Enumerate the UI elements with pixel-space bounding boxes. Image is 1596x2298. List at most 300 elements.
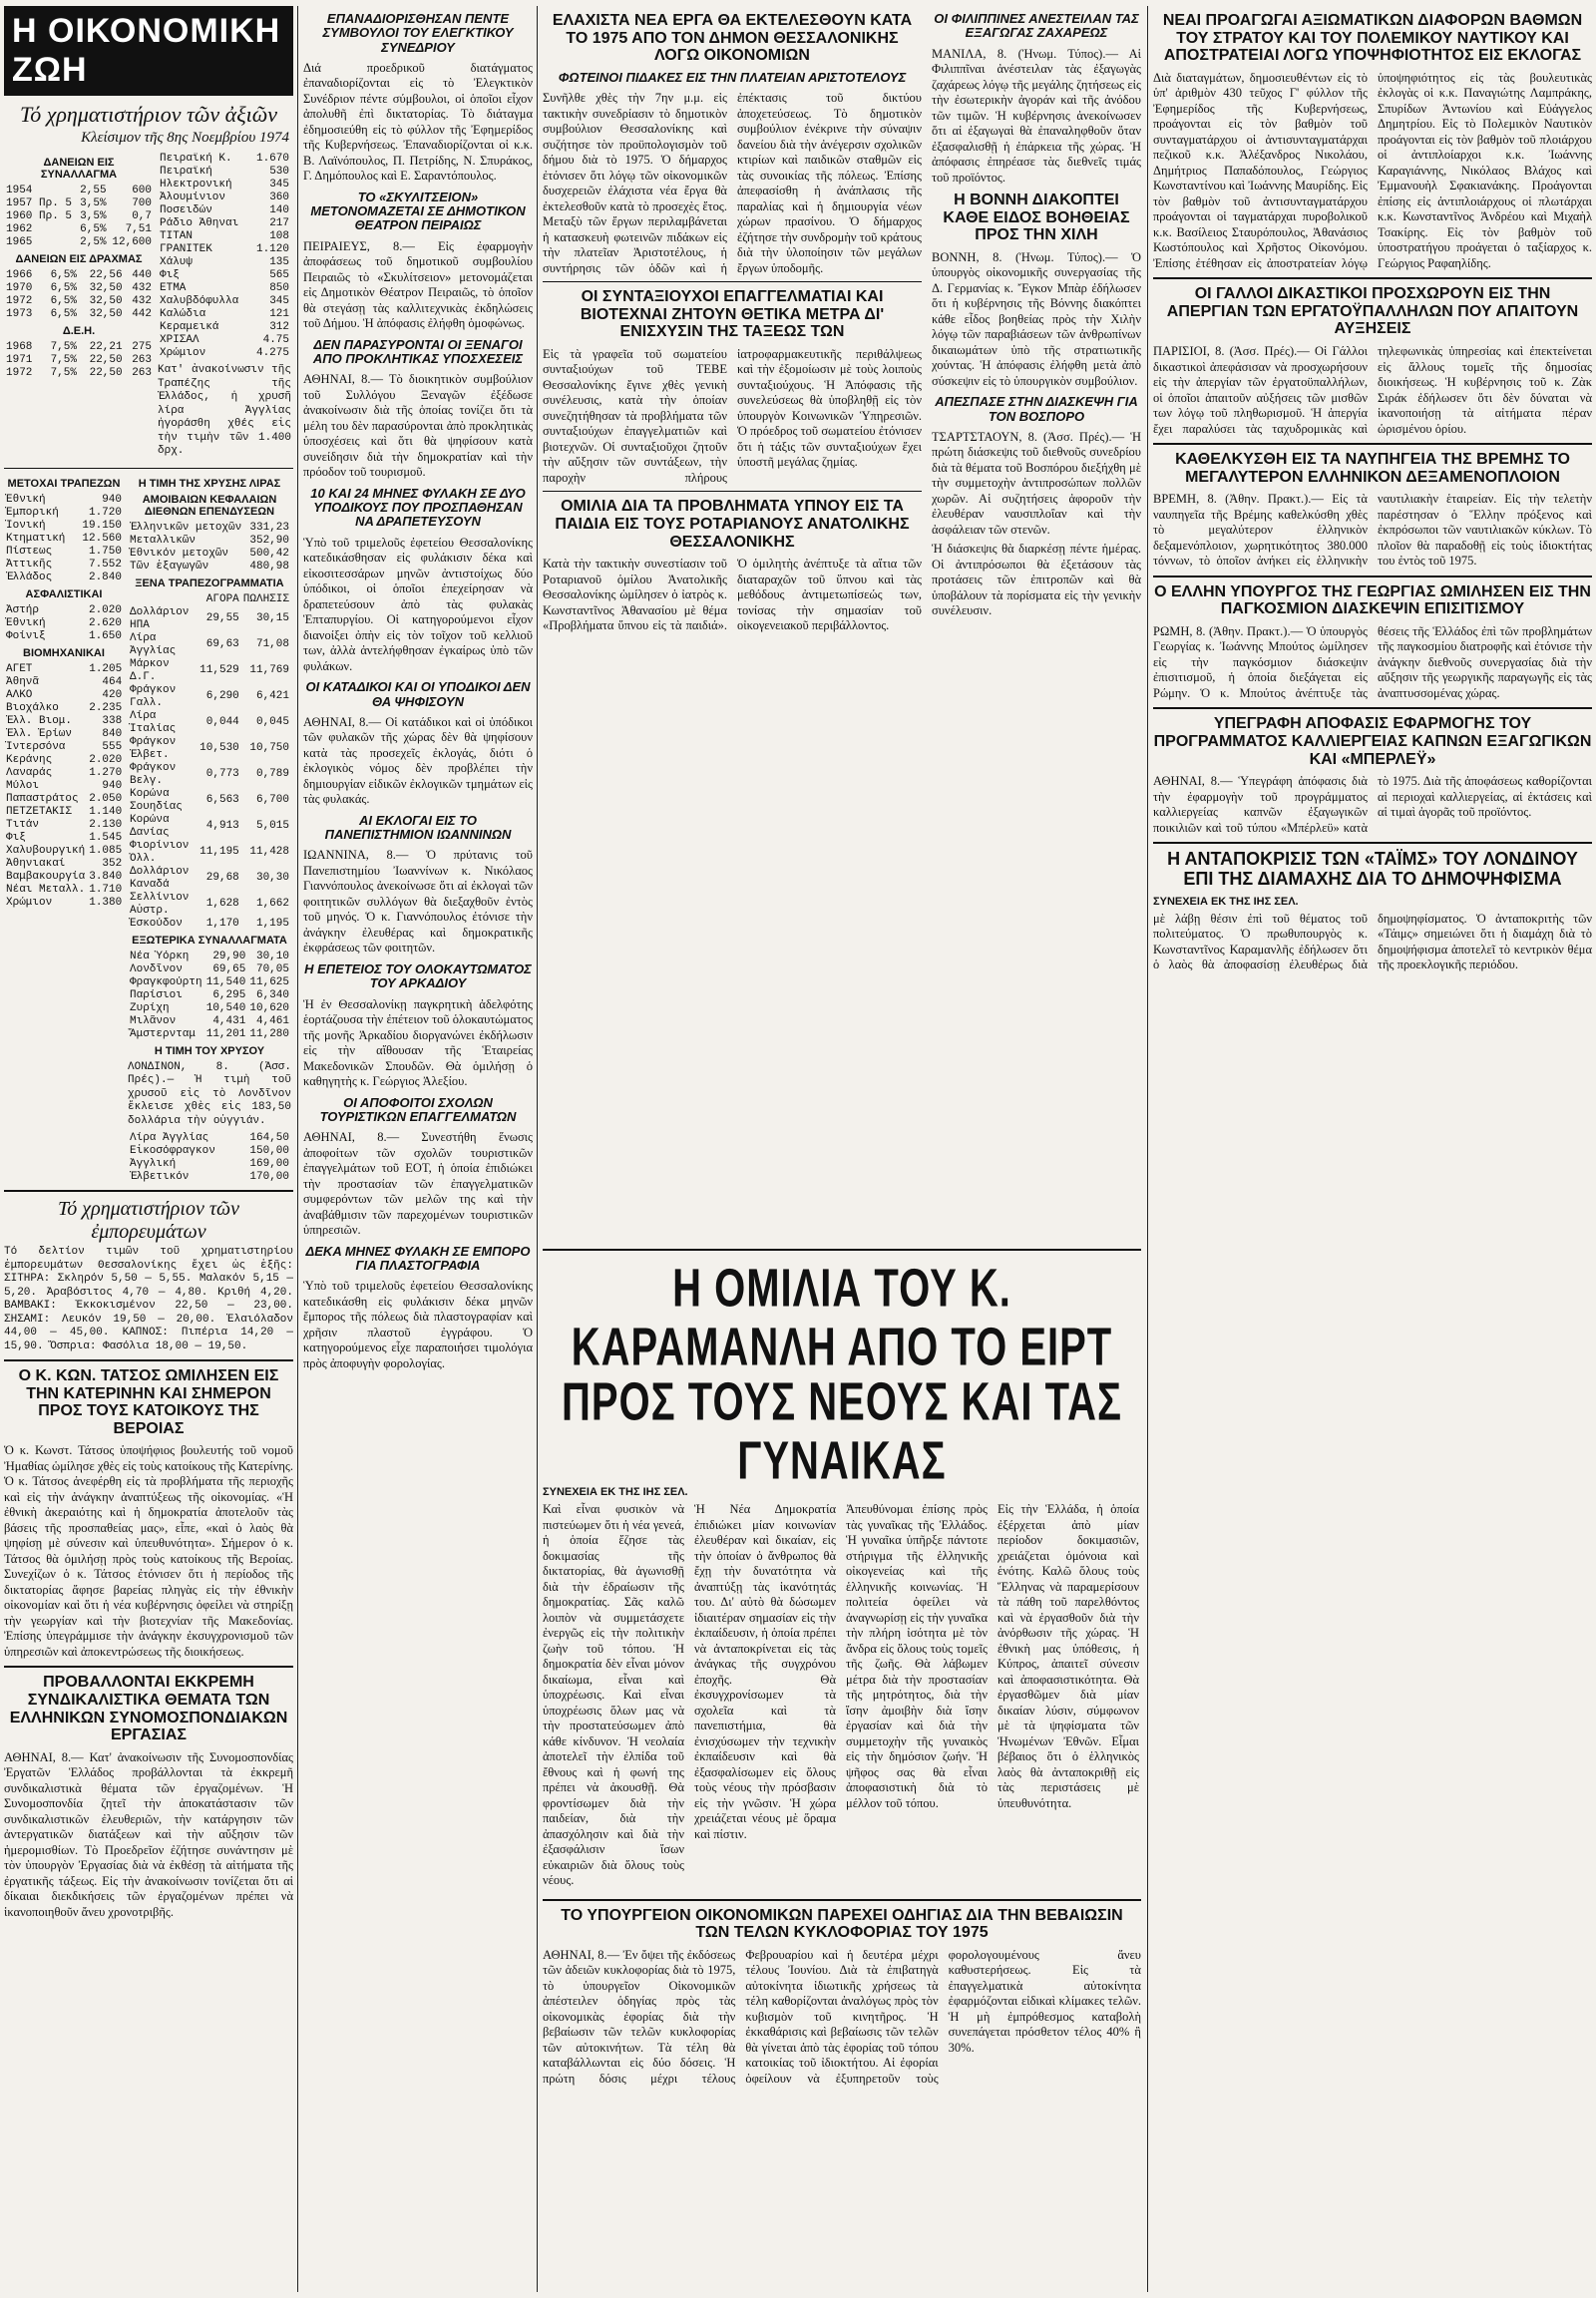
table-cell: 6,5% bbox=[50, 308, 77, 320]
article5-body: ΑΘΗΝΑΙ, 8.— Οἱ κατάδικοι καὶ οἱ ὑπόδικοι τῶν φυλακῶν τῆς χώρας δὲν θὰ ψηφίσουν κατὰ τὰς προσεχεῖς ἐκλογάς, διότι ὁ ἐκλογικὸς νόμος δὲν προβλέπει τὴν δημιουργίαν εἰδικῶν ἐκλογικῶν τμημάτων εἰς τὰς φυλακάς. bbox=[303, 714, 533, 807]
table-cell: 440 bbox=[132, 269, 152, 281]
fx-title: ΞΕΝΑ ΤΡΑΠΕΖΟΓΡΑΜΜΑΤΙΑ bbox=[135, 576, 284, 589]
table-cell: 7,5% bbox=[50, 354, 77, 366]
table-row bbox=[128, 710, 291, 736]
table-cell: 1,170 bbox=[205, 917, 239, 930]
table-row bbox=[128, 535, 291, 548]
philippines-body: ΜΑΝΙΛΑ, 8. (Ἠνωμ. Τύπος).— Αἱ Φιλιππῖναι ἀνέστειλαν τὰς ἐξαγωγὰς ζαχάρεως λόγῳ τῆς μεγάλης ζητήσεως εἰς τὴν ἐσωτερικὴν ἀγοράν καὶ τῆς ἀνόδου τῶν τιμῶν. Ἡ κυβέρνησις ἀνεκοίνωσεν ὅτι αἱ ἐξαγωγαὶ θὰ ἐπαναληφθοῦν ὅταν ἐξασφαλισθῇ ἡ ἐπάρκεια τῆς χώρας. Ἡ ἀπόφασις ἐπηρέασε τὰς διεθνεῖς τιμάς τοῦ προϊόντος. bbox=[932, 46, 1141, 185]
times-body: μὲ λάβῃ θέσιν ἐπὶ τοῦ θέματος τοῦ πολιτεύματος. Ὁ πρωθυπουργὸς κ. Κωνσταντῖνος Καραμανλῆς ἐδήλωσεν ὅτι ὁ λαὸς θὰ ἀποφασίσῃ ἐλευθέρως διὰ δημοψηφίσματος. Ὁ ἀνταποκριτὴς τῶν «Τάιμς» σημειώνει ὅτι ἡ διαμάχη διὰ τὸ δημοψήφισμα ἀποτελεῖ τὸ κεντρικὸν θέμα τῆς προεκλογικῆς περιόδου. bbox=[1153, 911, 1592, 972]
table-cell: Ἐθνική bbox=[6, 616, 46, 629]
karamanlis-col-b: Ἡ Νέα Δημοκρατία ἐπιδιώκει μίαν κοινωνίαν ἐλευθέραν καὶ δικαίαν, εἰς τὴν ὁποίαν ὁ ἄνθρωπος θὰ ἔχῃ τὴν δυνατότητα νὰ ἀναπτύξῃ τὰς ἱκανότητάς του. Δι' αὐτὸ θὰ δώσωμεν ἰδιαιτέραν σημασίαν εἰς τὴν ἐκπαίδευσιν, ἡ ὁποία πρέπει νὰ ἀνταποκρίνεται εἰς τὰς ἀνάγκας τῆς συγχρόνου ἐποχῆς. Θὰ ἐκσυγχρονίσωμεν τὰ σχολεῖα καὶ τὰ πανεπιστήμια, θὰ ἐνισχύσωμεν τὴν τεχνικὴν ἐκπαίδευσιν καὶ θὰ ἐξασφαλίσωμεν εἰς ὅλους τοὺς νέους τὴν πρόσβασιν εἰς τὴν γνῶσιν. Ἡ χώρα χρειάζεται νέους μὲ ὅραμα καὶ πίστιν. bbox=[694, 1502, 836, 1841]
table-cell: ΑΓΕΤ bbox=[6, 662, 33, 675]
table-row bbox=[158, 153, 291, 166]
table-cell: Σελλίνιον Αὐστρ. bbox=[130, 891, 190, 917]
table-row bbox=[128, 814, 291, 840]
table-row bbox=[158, 308, 291, 321]
table-cell: 170,00 bbox=[249, 1171, 289, 1183]
table-row bbox=[128, 1158, 291, 1171]
table-cell: 6,5% bbox=[50, 269, 77, 281]
table-cell: 352,90 bbox=[249, 534, 289, 547]
table-cell: 432 bbox=[132, 282, 152, 294]
table-cell: Ἐμπορική bbox=[6, 506, 59, 519]
table-row bbox=[128, 1002, 291, 1015]
industry-table bbox=[4, 663, 124, 910]
table-cell: 6,5% bbox=[50, 295, 77, 307]
table-cell: 1954 bbox=[6, 185, 33, 196]
table-cell: 22,50 bbox=[89, 354, 123, 366]
table-row bbox=[128, 606, 291, 632]
table-cell: Ἰντερσόνα bbox=[6, 740, 66, 753]
table-cell: 0,7 bbox=[132, 210, 152, 222]
table-cell: Λονδῖνον bbox=[130, 962, 183, 975]
table-cell: Δολλάριον Καναδά bbox=[130, 865, 190, 891]
table-cell: 1.710 bbox=[89, 883, 123, 896]
table-cell: 11,195 bbox=[200, 846, 239, 858]
finance-body: ΑΘΗΝΑΙ, 8.— Ἐν ὄψει τῆς ἐκδόσεως τῶν ἀδειῶν κυκλοφορίας διὰ τὸ 1975, τὸ ὑπουργεῖον Οἰκονομικῶν ἀπέστειλεν ὁδηγίας πρὸς τὰς οἰκονομικὰς ἐφορίας διὰ τὴν βεβαίωσιν τῶν τελῶν κυκλοφορίας τῶν αὐτοκινήτων. Τὰ τέλη θὰ καταβάλλωνται εἰς δύο δόσεις. Ἡ πρώτη δόσις μέχρι τέλους Φεβρουαρίου καὶ ἡ δευτέρα μέχρι τέλους Ἰουνίου. Διὰ τὰ ἐπιβατηγὰ αὐτοκίνητα ἰδιωτικῆς χρήσεως τὰ τέλη καθορίζονται ἀναλόγως πρὸς τὸν κυβισμὸν τοῦ κινητῆρος. Ἡ ἐκκαθάρισις καὶ βεβαίωσις τῶν τελῶν θὰ γίνεται ἀπὸ τὰς ἐφορίας τοῦ τόπου κατοικίας τοῦ ἰδιοκτήτου. Αἱ ἐφορίαι ὀφείλουν νὰ ἐξυπηρετοῦν τοὺς φορολογουμένους ἄνευ καθυστερήσεως. Εἰς τὰ ἐπαγγελματικὰ αὐτοκίνητα ἐφαρμόζονται εἰδικαὶ κλίμακες τελῶν. Ἡ μὴ ἐμπρόθεσμος καταβολὴ συνεπάγεται πρόσθετον τέλος 40% ἢ 30%. bbox=[543, 1947, 1141, 2086]
table-row bbox=[4, 494, 124, 507]
table-cell: 1.205 bbox=[89, 662, 123, 675]
table-cell: 10,620 bbox=[249, 1001, 289, 1014]
table-cell: 420 bbox=[102, 688, 123, 701]
table-row bbox=[158, 282, 291, 295]
table-cell: Ἄμστερνταμ bbox=[130, 1027, 197, 1040]
table-cell: Ἐθνικόν μετοχῶν bbox=[130, 547, 229, 560]
table-cell: 0,773 bbox=[205, 768, 239, 780]
table-row bbox=[128, 658, 291, 684]
table-cell: 22,50 bbox=[89, 367, 123, 379]
table-cell: 360 bbox=[269, 192, 289, 203]
table-cell: 4,913 bbox=[205, 820, 239, 832]
table-cell: 1.720 bbox=[88, 506, 122, 519]
table-cell: 22,21 bbox=[89, 341, 123, 353]
article2-headline: ΤΟ «ΣΚΥΛΙΤΣΕΙΟΝ» ΜΕΤΟΝΟΜΑΖΕΤΑΙ ΣΕ ΔΗΜΟΤΙΚΟΝ ΘΕΑΤΡΟΝ ΠΕΙΡΑΙΩΣ bbox=[310, 189, 526, 233]
karamanlis-col-c: Ἀπευθύνομαι ἐπίσης πρὸς τὰς γυναῖκας τῆς Ἑλλάδος. Ἡ γυναῖκα ὑπῆρξε πάντοτε στήριγμα τῆς ἑλληνικῆς οἰκογενείας καὶ τῆς ἑλληνικῆς κοινωνίας. Ἡ πολιτεία ὀφείλει νὰ ἀναγνωρίσῃ εἰς τὴν γυναῖκα τὴν πλήρη ἰσότητα μὲ τὸν ἄνδρα εἰς ὅλους τοὺς τομεῖς τῆς ζωῆς. Θὰ λάβωμεν μέτρα διὰ τὴν προστασίαν τῆς μητρότητος, διὰ τὴν ἴσην ἀμοιβὴν διὰ ἴσην ἐργασίαν καὶ διὰ τὴν συμμετοχὴν τῆς γυναικὸς εἰς τὴν δημόσιον ζωήν. Ἡ ψῆφος σας θὰ εἶναι ἀποφασιστικὴ διὰ τὸ μέλλον τοῦ τόπου. bbox=[846, 1502, 988, 1810]
table-row bbox=[128, 866, 291, 892]
table-row bbox=[4, 728, 124, 741]
rotary-headline: ΟΜΙΛΙΑ ΔΙΑ ΤΑ ΠΡΟΒΛΗΜΑΤΑ ΥΠΝΟΥ ΕΙΣ ΤΑ ΠΑΙΔΙΑ ΕΙΣ ΤΟΥΣ ΡΟΤΑΡΙΑΝΟΥΣ ΑΝΑΤΟΛΙΚΗΣ ΘΕΣΣΑΛΟΝΙΚΗΣ bbox=[555, 498, 910, 551]
table-cell: Λαναράς bbox=[6, 766, 53, 779]
table-row bbox=[4, 282, 154, 295]
table-row bbox=[4, 767, 124, 780]
table-row bbox=[128, 788, 291, 814]
agriculture-headline: Ο ΕΛΛΗΝ ΥΠΟΥΡΓΟΣ ΤΗΣ ΓΕΩΡΓΙΑΣ ΩΜΙΛΗΣΕΝ ΕΙΣ ΤΗΝ ΠΑΓΚΟΣΜΙΟΝ ΔΙΑΣΚΕΨΙΝ ΕΠΙΣΙΤΙΣΜΟΥ bbox=[1154, 582, 1591, 618]
funds-title: ΑΜΟΙΒΑΙΩΝ ΚΕΦΑΛΑΙΩΝ ΔΙΕΘΝΩΝ ΕΠΕΝΔΥΣΕΩΝ bbox=[142, 493, 277, 518]
table-cell: Βιοχάλκο bbox=[6, 701, 59, 714]
table-cell: Μύλοι bbox=[6, 779, 40, 792]
table-cell: 140 bbox=[269, 204, 289, 216]
table-cell: Ἀγγλική bbox=[130, 1158, 177, 1170]
table-row bbox=[4, 702, 124, 715]
table-cell: Κορώνα Σουηδίας bbox=[130, 787, 183, 813]
drachma-table bbox=[4, 269, 154, 321]
insurance-title: ΑΣΦΑΛΙΣΤΙΚΑΙ bbox=[25, 587, 103, 600]
table-row bbox=[4, 715, 124, 728]
table-cell: 1.120 bbox=[255, 243, 289, 255]
market-left bbox=[4, 153, 154, 463]
mps-body: Ἡ διάσκεψις θὰ διαρκέσῃ πέντε ἡμέρας. Οἱ ἀντιπρόσωποι θὰ ἐξετάσουν τὰς προτάσεις τῶν ἐπιτροπῶν καὶ θὰ ὑποβάλουν τὰ πορίσματα εἰς τὴν γενικὴν συνέλευσιν. bbox=[932, 542, 1141, 618]
table-cell: 1965 bbox=[6, 236, 33, 248]
table-row bbox=[4, 520, 124, 533]
currency-column bbox=[128, 474, 291, 1185]
table-cell: 352 bbox=[102, 857, 123, 870]
table-row bbox=[158, 166, 291, 179]
table-row bbox=[128, 840, 291, 866]
table-cell: Ἀλουμίνιον bbox=[160, 192, 226, 203]
table-row bbox=[158, 204, 291, 217]
table-cell: 840 bbox=[102, 727, 123, 740]
table-row bbox=[128, 918, 291, 931]
table-cell: 312 bbox=[269, 321, 289, 333]
local-news-block bbox=[543, 6, 1141, 1233]
commodities-title: Τό χρηματιστήριον τῶν ἐμπορευμάτων bbox=[57, 1198, 239, 1243]
professionals-body: Εἰς τὰ γραφεῖα τοῦ σωματείου συνταξιούχων τοῦ ΤΕΒΕ Θεσσαλονίκης ἔγινε χθὲς γενικὴ συνέλευσις, κατὰ τὴν ὁποίαν συνεζητήθησαν τὰ προβλήματα τῶν συνταξιούχων ἐπαγγελματιῶν καὶ βιοτεχνῶν. Οἱ συνταξιοῦχοι ζητοῦν τὴν αὔξησιν τῶν συντάξεων, τὴν παροχὴν πλήρους ἰατροφαρμακευτικῆς περιθάλψεως καὶ τὴν ἐξομοίωσιν μὲ τοὺς λοιποὺς συνταξιούχους. Ἡ Ἀπόφασις τῆς συνελεύσεως θὰ ὑποβληθῇ εἰς τὸν ὑπουργὸν Κοινωνικῶν Ὑπηρεσιῶν. Ὁ πρόεδρος τοῦ σωματείου ἐτόνισεν ὅτι ἡ τάξις τῶν συνταξιούχων ἔχει ὑποστῆ μεγάλας ζημίας. bbox=[543, 346, 922, 485]
karamanlis-col-a: Καὶ εἶναι φυσικὸν νὰ πιστεύωμεν ὅτι ἡ νέα γενεά, ἡ ὁποία ἔζησε τὰς δοκιμασίας τῆς δικτατορίας, θὰ ἀγωνισθῇ διὰ τὴν ἐδραίωσιν τῆς δημοκρατίας. Σᾶς καλῶ λοιπὸν νὰ συμμετάσχετε ἐνεργῶς εἰς τὴν πολιτικὴν ζωὴν τοῦ τόπου. Ἡ δημοκρατία δὲν εἶναι μόνον δικαίωμα, εἶναι καὶ ὑποχρέωσις. Καὶ εἶναι ὑποχρέωσις ὅλων μας νὰ τὴν προστατεύσωμεν ἀπὸ κάθε κίνδυνον. Ἡ νεολαία ἀποτελεῖ τὴν ἐλπίδα τοῦ ἔθνους καὶ ἡ φωνή της πρέπει νὰ ἀκουσθῇ. Θὰ φροντίσωμεν διὰ τὴν παιδείαν, διὰ τὴν ἀπασχόλησιν καὶ διὰ τὴν ἐξασφάλισιν ἴσων εὐκαιριῶν διὰ ὅλους τοὺς νέους. bbox=[543, 1502, 684, 1887]
article8-headline: ΟΙ ΑΠΟΦΟΙΤΟΙ ΣΧΟΛΩΝ ΤΟΥΡΙΣΤΙΚΩΝ ΕΠΑΓΓΕΛΜΑΤΩΝ bbox=[319, 1094, 517, 1124]
table-cell: Φραγκφούρτη bbox=[130, 975, 202, 988]
table-cell: 6,421 bbox=[255, 690, 289, 702]
table-row bbox=[158, 269, 291, 282]
economy-column bbox=[4, 6, 293, 2292]
bonn-body: ΒΟΝΝΗ, 8. (Ἠνωμ. Τύπος).— Ὁ ὑπουργὸς οἰκονομικῆς συνεργασίας τῆς Δ. Γερμανίας κ. Ἔγκον Μπὰρ ἐδήλωσεν ὅτι ἡ κυβέρνησις τῆς Βόννης διακόπτει κάθε εἶδος βοηθείας πρὸς τὴν Χιλὴν λόγῳ τῶν παραβιάσεων τῶν ἀνθρωπίνων δικαιωμάτων ὑπὸ τῆς στρατιωτικῆς χούντας. Ἡ ἀπόφασις ἐλήφθη μετὰ ἀπὸ σύσκεψιν εἰς τὸ ὑπουργικὸν συμβούλιον. bbox=[932, 249, 1141, 388]
loans-table bbox=[4, 185, 154, 249]
article8-body: ΑΘΗΝΑΙ, 8.— Συνεστήθη ἕνωσις ἀποφοίτων τῶν σχολῶν τουριστικῶν ἐπαγγελμάτων τοῦ ΕΟΤ, ἡ ὁποία ἐπιδιώκει τὴν προστασίαν τῶν ἐπαγγελματικῶν συμφερόντων τῶν μελῶν της καὶ τὴν ἀναβάθμισιν τῶν παρεχομένων τουριστικῶν ὑπηρεσιῶν. bbox=[303, 1130, 533, 1238]
ext-table bbox=[128, 951, 291, 1041]
table-row bbox=[4, 295, 154, 308]
table-cell: Χάλυψ bbox=[160, 256, 194, 268]
table-cell: 32,50 bbox=[89, 282, 123, 294]
article6-body: ΙΩΑΝΝΙΝΑ, 8.— Ὁ πρύτανις τοῦ Πανεπιστημίου Ἰωαννίνων κ. Νικόλαος Γιαννόπουλος ἀνεκοίνωσε ὅτι αἱ ἐκλογαὶ τῶν φοιτητικῶν συλλόγων θὰ διεξαχθοῦν ἐντὸς τοῦ μηνός. Ὁ κ. Γιαννόπουλος ἐτόνισε τὴν ἀνάγκην ἐλευθέρας καὶ δημοκρατικῆς ἐκφράσεως τῶν φοιτητῶν. bbox=[303, 848, 533, 956]
table-cell: Πειραϊκή Κ. bbox=[160, 153, 232, 165]
table-row bbox=[128, 1132, 291, 1145]
table-cell: 2.130 bbox=[89, 818, 123, 831]
officers-body: Διὰ διαταγμάτων, δημοσιευθέντων εἰς τὸ ὑπ' ἀριθμὸν 430 τεῦχος Γ' φύλλον τῆς Ἐφημερίδος τῆς Κυβερνήσεως, προάγονται εἰς τὸν βαθμὸν τοῦ συνταγματάρχου οἱ ἀντισυνταγματάρχαι πεζικοῦ κ.κ. Ἀλέξανδρος Νικολάου, Δημήτριος Παπαδόπουλος, Γεώργιος Κωνσταντίνου καὶ Ἰωάννης Μαυρίδης. Εἰς τὸν βαθμὸν τοῦ ἀντισυνταγματάρχου προάγονται οἱ ταγματάρχαι πυροβολικοῦ κ.κ. Βασίλειος Σταυρόπουλος, Ἀθανάσιος Κωστόπουλος καὶ Χρῆστος Οἰκονόμου. Ἐπίσης ἐτέθησαν εἰς ἀποστρατείαν λόγῳ ὑποψηφιότητος εἰς τὰς βουλευτικὰς ἐκλογὰς οἱ κ.κ. Παναγιώτης Λαμπράκης, Σπυρίδων Ἀντωνίου καὶ Εὐάγγελος Δημητρίου. Εἰς τὸ Πολεμικὸν Ναυτικὸν προάγονται εἰς τὸν βαθμὸν τοῦ πλοιάρχου οἱ ἀντιπλοίαρχοι κ.κ. Ἰωάννης Καραγιάννης, Νικόλαος Βλάχος καὶ Ἐμμανουὴλ Σφακιανάκης. Προάγονται ἐπίσης εἰς ἀντιπλοιάρχους οἱ πλωτάρχαι κ.κ. Κωνσταντῖνος Ἀνδρέου καὶ Μιχαὴλ Τσακίρης. Εἰς τὸν βαθμὸν τοῦ ὑποστρατήγου προάγεται ὁ ταξίαρχος κ. Γεώργιος Ραφαηλίδης. bbox=[1153, 70, 1592, 270]
article2-body: ΠΕΙΡΑΙΕΥΣ, 8.— Εἰς ἐφαρμογὴν ἀποφάσεως τοῦ δημοτικοῦ συμβουλίου Πειραιῶς τὸ «Σκυλίτσειον» μετονομάζεται εἰς Δημοτικὸν Θέατρον Πειραιῶς, τὸ ὁποῖον θὰ στεγάσῃ τὰς καλλιτεχνικὰς ἐκδηλώσεις τοῦ Δήμου. Ἡ ἀπόφασις ἐλήφθη ὁμοφώνως. bbox=[303, 238, 533, 331]
table-cell: 22,56 bbox=[89, 269, 123, 281]
karamanlis-headline-1: Η ΟΜΙΛΙΑ ΤΟΥ Κ. ΚΑΡΑΜΑΝΛΗ ΑΠΟ ΤΟ ΕΙΡΤ bbox=[571, 1259, 1113, 1377]
table-row bbox=[4, 884, 124, 897]
table-row bbox=[4, 308, 154, 321]
table-cell: 29,55 bbox=[205, 612, 239, 624]
table-cell: 345 bbox=[269, 179, 289, 191]
exchange-note: Κατ' ἀνακοίνωσιν τῆς Τραπέζης τῆς Ἑλλάδος, ἡ χρυσῆ λίρα Ἀγγλίας ἠγοράσθη χθές εἰς τὴν τιμὴν τῶν 1.400 δρχ. bbox=[158, 364, 291, 457]
gold-coin-title: Η ΤΙΜΗ ΤΟΥ ΧΡΥΣΟΥ bbox=[154, 1044, 265, 1057]
table-cell: 4.75 bbox=[262, 334, 289, 346]
table-cell: 69,65 bbox=[212, 962, 246, 975]
table-row bbox=[4, 572, 124, 584]
table-cell: Φιξ bbox=[6, 831, 26, 844]
table-row bbox=[128, 684, 291, 710]
table-cell: 275 bbox=[132, 341, 152, 353]
labour-body: ΑΘΗΝΑΙ, 8.— Κατ' ἀνακοίνωσιν τῆς Συνομοσπονδίας Ἐργατῶν Ἑλλάδος προβάλλονται τὰ ἐκκρεμῆ συνδικαλιστικὰ θέματα τῶν ἐργαζομένων. Ἡ Συνομοσπονδία ζητεῖ τὴν ἀποκατάστασιν τῶν συνδικαλιστικῶν ἐλευθεριῶν, τὴν κατάργησιν τῶν ἀντεργατικῶν διατάξεων καὶ τὴν αὔξησιν τῶν ἡμερομισθίων. Τὸ Προεδρεῖον ἐζήτησε συνάντησιν μὲ τὸν ὑπουργὸν Ἐργασίας διὰ νὰ ἐκθέσῃ τὰ αἰτήματα τῆς ἐργατικῆς τάξεως. Εἰς τὴν ἀνακοίνωσιν τονίζεται ὅτι αἱ δίκαιαι διεκδικήσεις τῶν ἐργαζομένων πρέπει νὰ ἱκανοποιηθοῦν ἄνευ χρονοτριβῆς. bbox=[4, 1749, 293, 1919]
fx-table bbox=[128, 593, 291, 931]
table-row bbox=[128, 632, 291, 658]
table-cell: Φιορίνιον Ὁλλ. bbox=[130, 839, 190, 865]
table-cell: 1960 Πρ. 5 bbox=[6, 210, 73, 222]
table-cell: Χαλυβουργική bbox=[6, 844, 86, 857]
table-cell: 11,280 bbox=[249, 1027, 289, 1040]
table-cell: 1973 bbox=[6, 308, 33, 320]
table-row bbox=[4, 845, 124, 858]
table-row bbox=[4, 780, 124, 793]
table-cell: Ἀστήρ bbox=[6, 603, 40, 616]
table-cell: 1.650 bbox=[88, 629, 122, 642]
table-row bbox=[128, 892, 291, 918]
fx-head-sell: ΠΩΛΗΣΙΣ bbox=[242, 592, 289, 605]
table-cell: 1.140 bbox=[89, 805, 123, 818]
table-row bbox=[4, 871, 124, 884]
table-row bbox=[128, 1028, 291, 1041]
table-cell: Ἑλβετικόν bbox=[130, 1171, 190, 1183]
table-row bbox=[128, 561, 291, 574]
table-cell: 7,5% bbox=[50, 341, 77, 353]
table-row bbox=[128, 976, 291, 989]
gold-title: Η ΤΙΜΗ ΤΗΣ ΧΡΥΣΗΣ ΛΙΡΑΣ bbox=[138, 477, 281, 490]
table-cell: 1,195 bbox=[255, 917, 289, 930]
table-cell: Ἀττικῆς bbox=[6, 558, 53, 571]
table-row bbox=[4, 354, 154, 367]
table-cell: 1.085 bbox=[89, 844, 123, 857]
table-row bbox=[4, 806, 124, 819]
table-cell: 2.020 bbox=[88, 603, 122, 616]
table-cell: 331,23 bbox=[249, 521, 289, 534]
table-cell: ΑΛΚΟ bbox=[6, 688, 33, 701]
table-cell: 29,90 bbox=[212, 950, 246, 962]
table-cell: 464 bbox=[102, 675, 123, 688]
table-cell: 10,750 bbox=[249, 742, 289, 754]
table-cell: 3.840 bbox=[89, 870, 123, 883]
table-cell: 1.545 bbox=[89, 831, 123, 844]
drachma-title: ΔΑΝΕΙΩΝ ΕΙΣ ΔΡΑΧΜΑΣ bbox=[15, 253, 143, 265]
table-cell: 850 bbox=[269, 282, 289, 294]
table-cell: 108 bbox=[269, 230, 289, 242]
table-cell: 11,529 bbox=[200, 664, 239, 676]
gold-coin-text: ΛΟΝΔΙΝΟΝ, 8. (Ἀσσ. Πρές).— Ἡ τιμὴ τοῦ χρυσοῦ εἰς τὸ Λονδῖνον ἔκλεισε χθὲς εἰς 183,50 δολλάρια τὴν οὐγγιάν. bbox=[128, 1060, 291, 1127]
table-cell: 121 bbox=[269, 308, 289, 320]
table-cell: Ἀθηνᾶ bbox=[6, 675, 40, 688]
table-cell: 1957 Πρ. 5 bbox=[6, 197, 73, 209]
times-headline: Η ΑΝΤΑΠΟΚΡΙΣΙΣ ΤΩΝ «ΤΑΪΜΣ» ΤΟΥ ΛΟΝΔΙΝΟΥ ΕΠΙ ΤΗΣ ΔΙΑΜΑΧΗΣ ΔΙΑ ΤΟ ΔΗΜΟΨΗΦΙΣΜΑ bbox=[1167, 849, 1578, 890]
table-cell: 1.750 bbox=[88, 545, 122, 558]
funds-table bbox=[128, 522, 291, 574]
table-row bbox=[4, 617, 124, 630]
table-cell: 2,55 bbox=[80, 185, 107, 196]
table-cell: 940 bbox=[102, 493, 122, 506]
table-row bbox=[4, 676, 124, 689]
table-cell: 150,00 bbox=[249, 1145, 289, 1157]
table-cell: 30,10 bbox=[255, 950, 289, 962]
table-row bbox=[128, 951, 291, 963]
table-cell: 1.670 bbox=[255, 153, 289, 165]
table-cell: 2.235 bbox=[89, 701, 123, 714]
table-row bbox=[4, 559, 124, 572]
table-cell: 5,015 bbox=[255, 820, 289, 832]
table-cell: 1,662 bbox=[255, 898, 289, 910]
table-cell: 6,700 bbox=[255, 794, 289, 806]
table-cell: 4,461 bbox=[255, 1014, 289, 1027]
table-cell: 500,42 bbox=[249, 547, 289, 560]
table-cell: Εἰκοσόφραγκον bbox=[130, 1145, 215, 1157]
table-cell: Ράδιο Ἀθηναι bbox=[160, 217, 239, 229]
table-cell: ΧΡΙΣΑΛ bbox=[160, 334, 200, 346]
table-row bbox=[158, 230, 291, 243]
table-cell: Δολλάριον ΗΠΑ bbox=[130, 605, 190, 631]
table-cell: 7,51 bbox=[125, 223, 152, 235]
table-cell: 30,30 bbox=[255, 872, 289, 884]
table-cell: 3,5% bbox=[80, 210, 107, 222]
table-cell: Φράγκον Γαλλ. bbox=[130, 683, 177, 709]
table-cell: Λίρα Ἀγγλίας bbox=[130, 1132, 209, 1144]
table-cell: Ἐσκούδον bbox=[130, 917, 183, 930]
fountains-subhead: ΦΩΤΕΙΝΟΙ ΠΙΔΑΚΕΣ ΕΙΣ ΤΗΝ ΠΛΑΤΕΙΑΝ ΑΡΙΣΤΟΤΕΛΟΥΣ bbox=[558, 69, 907, 85]
professionals-headline: ΟΙ ΣΥΝΤΑΞΙΟΥΧΟΙ ΕΠΑΓΓΕΛΜΑΤΙΑΙ ΚΑΙ ΒΙΟΤΕΧΝΑΙ ΖΗΤΟΥΝ ΘΕΤΙΚΑ ΜΕΤΡΑ ΔΙ' ΕΝΙΣΧΥΣΙΝ ΤΗΣ ΤΑΞΕΩΣ ΤΩΝ bbox=[580, 288, 885, 341]
table-cell: 217 bbox=[269, 217, 289, 229]
table-cell: 0,045 bbox=[255, 716, 289, 728]
table-cell: Λίρα Ἀγγλίας bbox=[130, 631, 177, 657]
table-cell: 2.050 bbox=[89, 792, 123, 805]
table-cell: 11,201 bbox=[205, 1027, 246, 1040]
tobacco-headline: ΥΠΕΓΡΑΦΗ ΑΠΟΦΑΣΙΣ ΕΦΑΡΜΟΓΗΣ ΤΟΥ ΠΡΟΓΡΑΜΜΑΤΟΣ ΚΑΛΛΙΕΡΓΕΙΑΣ ΚΑΠΝΩΝ ΕΞΑΓΩΓΙΚΩΝ ΚΑΙ «ΜΠΕΡΛΕΫ» bbox=[1153, 715, 1592, 768]
table-cell: 1970 bbox=[6, 282, 33, 294]
table-cell: 432 bbox=[132, 295, 152, 307]
fx-head-buy: ΑΓΟΡΑ bbox=[205, 592, 239, 605]
table-cell: 600 bbox=[132, 185, 152, 196]
table-cell: 71,08 bbox=[255, 638, 289, 650]
fountains-article bbox=[543, 6, 922, 638]
article3-body: ΑΘΗΝΑΙ, 8.— Τὸ διοικητικὸν συμβούλιον τοῦ Συλλόγου Ξεναγῶν ἐξέδωσε ἀνακοίνωσιν διὰ τῆς ὁποίας τονίζει ὅτι τὰ μέλη του δὲν παρασύρονται ἀπὸ προκλητικὰς ὑποσχέσεις καὶ ὅτι θὰ ψηφίσουν κατὰ συνείδησιν διὰ τὴν δημοκρατίαν καὶ τὴν πρόοδον τοῦ τουρισμοῦ. bbox=[303, 372, 533, 480]
table-cell: 70,05 bbox=[255, 962, 289, 975]
table-row bbox=[4, 663, 124, 676]
table-cell: 263 bbox=[132, 354, 152, 366]
table-row bbox=[4, 533, 124, 546]
table-cell: 4,431 bbox=[212, 1014, 246, 1027]
table-row bbox=[4, 604, 124, 617]
table-row bbox=[4, 741, 124, 754]
industry-title: ΒΙΟΜΗΧΑΝΙΚΑΙ bbox=[23, 646, 105, 659]
table-cell: 1966 bbox=[6, 269, 33, 281]
table-cell: Ηλεκτρονική bbox=[160, 179, 232, 191]
table-cell: 2.020 bbox=[89, 753, 123, 766]
table-cell: Μεταλλικῶν bbox=[130, 534, 197, 547]
table-cell: 11,625 bbox=[249, 975, 289, 988]
article6-headline: ΑΙ ΕΚΛΟΓΑΙ ΕΙΣ ΤΟ ΠΑΝΕΠΙΣΤΗΜΙΟΝ ΙΩΑΝΝΙΝΩΝ bbox=[324, 812, 512, 843]
table-cell: Πίστεως bbox=[6, 545, 53, 558]
table-cell: 69,63 bbox=[205, 638, 239, 650]
table-cell: 11,769 bbox=[249, 664, 289, 676]
deh-title: Δ.Ε.Η. bbox=[62, 325, 96, 337]
table-row bbox=[4, 223, 154, 236]
table-cell: Μιλᾶνον bbox=[130, 1014, 177, 1027]
table-row bbox=[4, 897, 124, 910]
table-cell: ΠΕΤΖΕΤΑΚΙΣ bbox=[6, 805, 73, 818]
article9-body: Ὑπὸ τοῦ τριμελοῦς ἐφετείου Θεσσαλονίκης κατεδικάσθη εἰς φυλάκισιν δέκα μηνῶν ἔμπορος τῆς πόλεως διὰ πλαστογραφίαν καὶ χρῆσιν πλαστοῦ ἐγγράφου. Ὁ κατηγορούμενος εἶχε παραποιήσει τιμολόγια πρὸς ἀποφυγὴν φορολογίας. bbox=[303, 1279, 533, 1370]
table-cell: Τιτάν bbox=[6, 818, 40, 831]
table-cell: Φράγκον Ἑλβετ. bbox=[130, 735, 177, 761]
bookkeeper-headline: ΑΠΕΣΠΑΣΕ ΣΤΗΝ ΔΙΑΣΚΕΨΗ ΓΙΑ ΤΟΝ ΒΟΣΠΟΡΟ bbox=[935, 394, 1138, 424]
table-cell: 1972 bbox=[6, 367, 33, 379]
table-cell: 32,50 bbox=[89, 295, 123, 307]
closing-date: Κλείσιμον τῆς 8ης Νοεμβρίου 1974 bbox=[81, 130, 289, 146]
table-row bbox=[128, 736, 291, 762]
table-row bbox=[128, 1171, 291, 1184]
article1-body: Διά προεδρικοῦ διατάγματος ἐπαναδιορίζονται εἰς τὸ Ἐλεγκτικὸν Συνέδριον πέντε σύμβουλοι, οἱ ὁποῖοι εἶχον ἀπολυθῆ ἐπὶ δικτατορίας. Τὸ διάταγμα ἐδημοσιεύθη εἰς τὸ φύλλον τῆς Ἐφημερίδος τῆς Κυβερνήσεως. Ἐπαναδιορίζονται οἱ κ.κ. Β. Λαϊνόπουλος, Π. Πετρίδης, Ν. Σπυράκος, Γ. Δημόπουλος καὶ Ε. Σαραντόπουλος. bbox=[303, 60, 533, 184]
short-news-column bbox=[303, 6, 533, 2292]
table-cell: 442 bbox=[132, 308, 152, 320]
table-cell: Χαλυβδόφυλλα bbox=[160, 295, 239, 307]
insurance-table bbox=[4, 604, 124, 643]
table-row bbox=[4, 754, 124, 767]
table-cell: 11,428 bbox=[249, 846, 289, 858]
commodities-text: Τό δελτίον τιμῶν τοῦ χρηματιστηρίου ἐμπορευμάτων Θεσσαλονίκης ἔχει ὡς ἑξῆς: ΣΙΤΗΡΑ: Σκληρόν 5,50 — 5,55. Μαλακόν 5,15 — 5,20. Ἀραβόσιτος 4,70 — 4,80. Κριθή 4,20. ΒΑΜΒΑΚΙ: Ἐκκοκισμένον 22,50 — 23,00. ΣΗΣΑΜΙ: Λευκόν 19,50 — 20,00. Ἐλαιόλαδον 44,00 — 45,00. ΚΑΠΝΟΣ: Πιπέρια 14,20 — 15,90. Ὄσπρια: Φασόλια 18,00 — 19,50. bbox=[4, 1246, 293, 1352]
finance-headline: ΤΟ ΥΠΟΥΡΓΕΙΟΝ ΟΙΚΟΝΟΜΙΚΩΝ ΠΑΡΕΧΕΙ ΟΔΗΓΙΑΣ ΔΙΑ ΤΗΝ ΒΕΒΑΙΩΣΙΝ ΤΩΝ ΤΕΛΩΝ ΚΥΚΛΟΦΟΡΙΑΣ ΤΟΥ 1975 bbox=[561, 1906, 1123, 1942]
table-cell: ΤΙΤΑΝ bbox=[160, 230, 194, 242]
table-cell: 10,540 bbox=[205, 1001, 246, 1014]
tatsos-body: Ὁ κ. Κωνστ. Τάτσος ὑποψήφιος βουλευτής τοῦ νομοῦ Ἠμαθίας ὡμίλησε χθὲς εἰς τοὺς κατοίκους τῆς Κατερίνης. Ὁ κ. Τάτσος ἀνεφέρθη εἰς τὰ προβλήματα τῆς περιοχῆς καὶ εἰς τὴν ἀνάγκην ἀναπτύξεως τῆς οἰκονομίας. «Ἡ ἐθνικὴ ἀκεραιότης καὶ ἡ δημοκρατία ἀποτελοῦν τὰς βάσεις τῆς προσπαθείας μας», εἶπε, «καὶ ὁ λαὸς θὰ ψηφίσῃ μὲ σύνεσιν καὶ ὑπευθυνότητα». Σήμερον ὁ κ. Τάτσος θὰ ὁμιλήσῃ πρὸς τοὺς κατοίκους τῆς Βεροίας. Συνεχίζων ὁ κ. Τάτσος ἐτόνισεν ὅτι ἡ περίοδος τῆς δικτατορίας ἄφησε βαρείας πληγὰς εἰς τὴν ἐθνικὴν οἰκονομίαν καὶ ὅτι ἡ νέα κυβέρνησις ὀφείλει νὰ στηρίξῃ τὴν γεωργίαν καὶ τὴν βιοτεχνίαν τῆς Μακεδονίας. Ἐπίσης ὑπεγράμμισε τὴν ἀνάγκην ἐκσυγχρονισμοῦ τῶν ὑπηρεσιῶν καὶ ἀποκεντρώσεως τῆς διοικήσεως. bbox=[4, 1443, 293, 1659]
section-banner: Η ΟΙΚΟΝΟΜΙΚΗ ΖΩΗ bbox=[4, 6, 293, 96]
table-cell: 338 bbox=[102, 714, 123, 727]
table-cell: Ἑλλ. Βιομ. bbox=[6, 714, 73, 727]
table-cell: 6,5% bbox=[80, 223, 107, 235]
article1-headline: ΕΠΑΝΑΔΙΟΡΙΣΘΗΣΑΝ ΠΕΝΤΕ ΣΥΜΒΟΥΛΟΙ ΤΟΥ ΕΛΕΓΚΤΙΚΟΥ ΣΥΝΕΔΡΙΟΥ bbox=[322, 11, 514, 55]
stocks-left bbox=[4, 474, 124, 1185]
table-row bbox=[4, 819, 124, 832]
market-tables-2 bbox=[4, 474, 293, 1185]
table-row bbox=[4, 367, 154, 380]
table-cell: Ἑλληνικῶν μετοχῶν bbox=[130, 521, 242, 534]
article3-headline: ΔΕΝ ΠΑΡΑΣΥΡΟΝΤΑΙ ΟΙ ΞΕΝΑΓΟΙ ΑΠΟ ΠΡΟΚΛΗΤΙΚΑΣ ΥΠΟΣΧΕΣΕΙΣ bbox=[312, 336, 524, 367]
table-cell: 2.620 bbox=[88, 616, 122, 629]
rotary-body: Κατὰ τὴν τακτικὴν συνεστίασιν τοῦ Ροταριανοῦ ὁμίλου Ἀνατολικῆς Θεσσαλονίκης ὡμίλησεν ὁ ἰατρὸς κ. Κωνσταντῖνος Ἀθανασίου μὲ θέμα «Προβλήματα ὕπνου εἰς τὰ παιδιά». Ὁ ὁμιλητὴς ἀνέπτυξε τὰ αἴτια τῶν διαταραχῶν τοῦ ὕπνου καὶ τὰς μεθόδους ἀντιμετωπίσεώς των, τονίσας τὴν σημασίαν τοῦ οἰκογενειακοῦ περιβάλλοντος. bbox=[543, 557, 922, 633]
agriculture-body: ΡΩΜΗ, 8. (Ἀθην. Πρακτ.).— Ὁ ὑπουργὸς Γεωργίας κ. Ἰωάννης Μπούτος ὡμίλησεν εἰς τὴν παγκόσμιον διάσκεψιν ἐπισιτισμοῦ, ἡ ὁποία διεξάγεται εἰς Ρώμην. Ὁ κ. Μπούτος ἀνέπτυξε τὰς θέσεις τῆς Ἑλλάδος ἐπὶ τῶν προβλημάτων τῆς παγκοσμίου διατροφῆς καὶ ἐτόνισε τὴν ἀνάγκην διεθνοῦς συνεργασίας διὰ τὴν αὔξησιν τῆς γεωργικῆς παραγωγῆς εἰς τὰς ἀναπτυσσομένας χώρας. bbox=[1153, 623, 1592, 700]
market-right bbox=[158, 153, 291, 463]
table-row bbox=[4, 546, 124, 559]
labour-headline: ΠΡΟΒΑΛΛΟΝΤΑΙ ΕΚΚΡΕΜΗ ΣΥΝΔΙΚΑΛΙΣΤΙΚΑ ΘΕΜΑΤΑ ΤΩΝ ΕΛΛΗΝΙΚΩΝ ΣΥΝΟΜΟΣΠΟΝΔΙΑΚΩΝ ΕΡΓΑΣΙΑΣ bbox=[9, 1674, 288, 1744]
table-cell: Καλώδια bbox=[160, 308, 206, 320]
table-row bbox=[158, 347, 291, 360]
market-tables bbox=[4, 153, 293, 463]
table-row bbox=[4, 507, 124, 520]
table-cell: 1.380 bbox=[89, 896, 123, 909]
table-cell: 2,5% bbox=[80, 236, 107, 248]
table-row bbox=[128, 1015, 291, 1028]
table-cell: Χρώμιον bbox=[160, 347, 206, 359]
foreign-news bbox=[932, 6, 1141, 638]
table-row bbox=[128, 522, 291, 535]
table-row bbox=[4, 793, 124, 806]
france-headline: ΟΙ ΓΑΛΛΟΙ ΔΙΚΑΣΤΙΚΟΙ ΠΡΟΣΧΩΡΟΥΝ ΕΙΣ ΤΗΝ ΑΠΕΡΓΙΑΝ ΤΩΝ ΕΡΓΑΤΟΫΠΑΛΛΗΛΩΝ ΠΟΥ ΑΠΑΙΤΟΥΝ ΑΥΞΗΣΕΙΣ bbox=[1166, 285, 1579, 338]
table-cell: Παρίσιοι bbox=[130, 988, 183, 1001]
table-cell: 530 bbox=[269, 166, 289, 178]
table-cell: Μάρκον Δ.Γ. bbox=[130, 657, 170, 683]
article9-headline: ΔΕΚΑ ΜΗΝΕΣ ΦΥΛΑΚΗ ΣΕ ΕΜΠΟΡΟ ΓΙΑ ΠΛΑΣΤΟΓΡΑΦΙΑ bbox=[305, 1243, 531, 1273]
article4-headline: 10 ΚΑΙ 24 ΜΗΝΕΣ ΦΥΛΑΚΗ ΣΕ ΔΥΟ ΥΠΟΔΙΚΟΥΣ ΠΟΥ ΠΡΟΣΠΑΘΗΣΑΝ ΝΑ ΔΡΑΠΕΤΕΥΣΟΥΝ bbox=[310, 485, 526, 530]
table-cell: Κεραμεικά bbox=[160, 321, 219, 333]
table-cell: Ἀθηνιακαί bbox=[6, 857, 66, 870]
table-cell: 1968 bbox=[6, 341, 33, 353]
table-row bbox=[4, 269, 154, 282]
table-cell: 565 bbox=[269, 269, 289, 281]
karamanlis-article bbox=[543, 1243, 1141, 2290]
table-cell: 6,340 bbox=[255, 988, 289, 1001]
table-cell: 6,563 bbox=[205, 794, 239, 806]
table-row bbox=[4, 197, 154, 210]
tatsos-headline: Ο Κ. ΚΩΝ. ΤΑΤΣΟΣ ΩΜΙΛΗΣΕΝ ΕΙΣ ΤΗΝ ΚΑΤΕΡΙΝΗΝ ΚΑΙ ΣΗΜΕΡΟΝ ΠΡΟΣ ΤΟΥΣ ΚΑΤΟΙΚΟΥΣ ΤΗΣ ΒΕΡΟΙΑΣ bbox=[18, 1367, 279, 1437]
table-cell: 2.840 bbox=[88, 571, 122, 583]
table-cell: 1,628 bbox=[205, 898, 239, 910]
table-row bbox=[158, 295, 291, 308]
table-cell: Ἑλλάδος bbox=[6, 571, 53, 583]
gold-coin-table bbox=[128, 1132, 291, 1184]
table-cell: 6,290 bbox=[205, 690, 239, 702]
